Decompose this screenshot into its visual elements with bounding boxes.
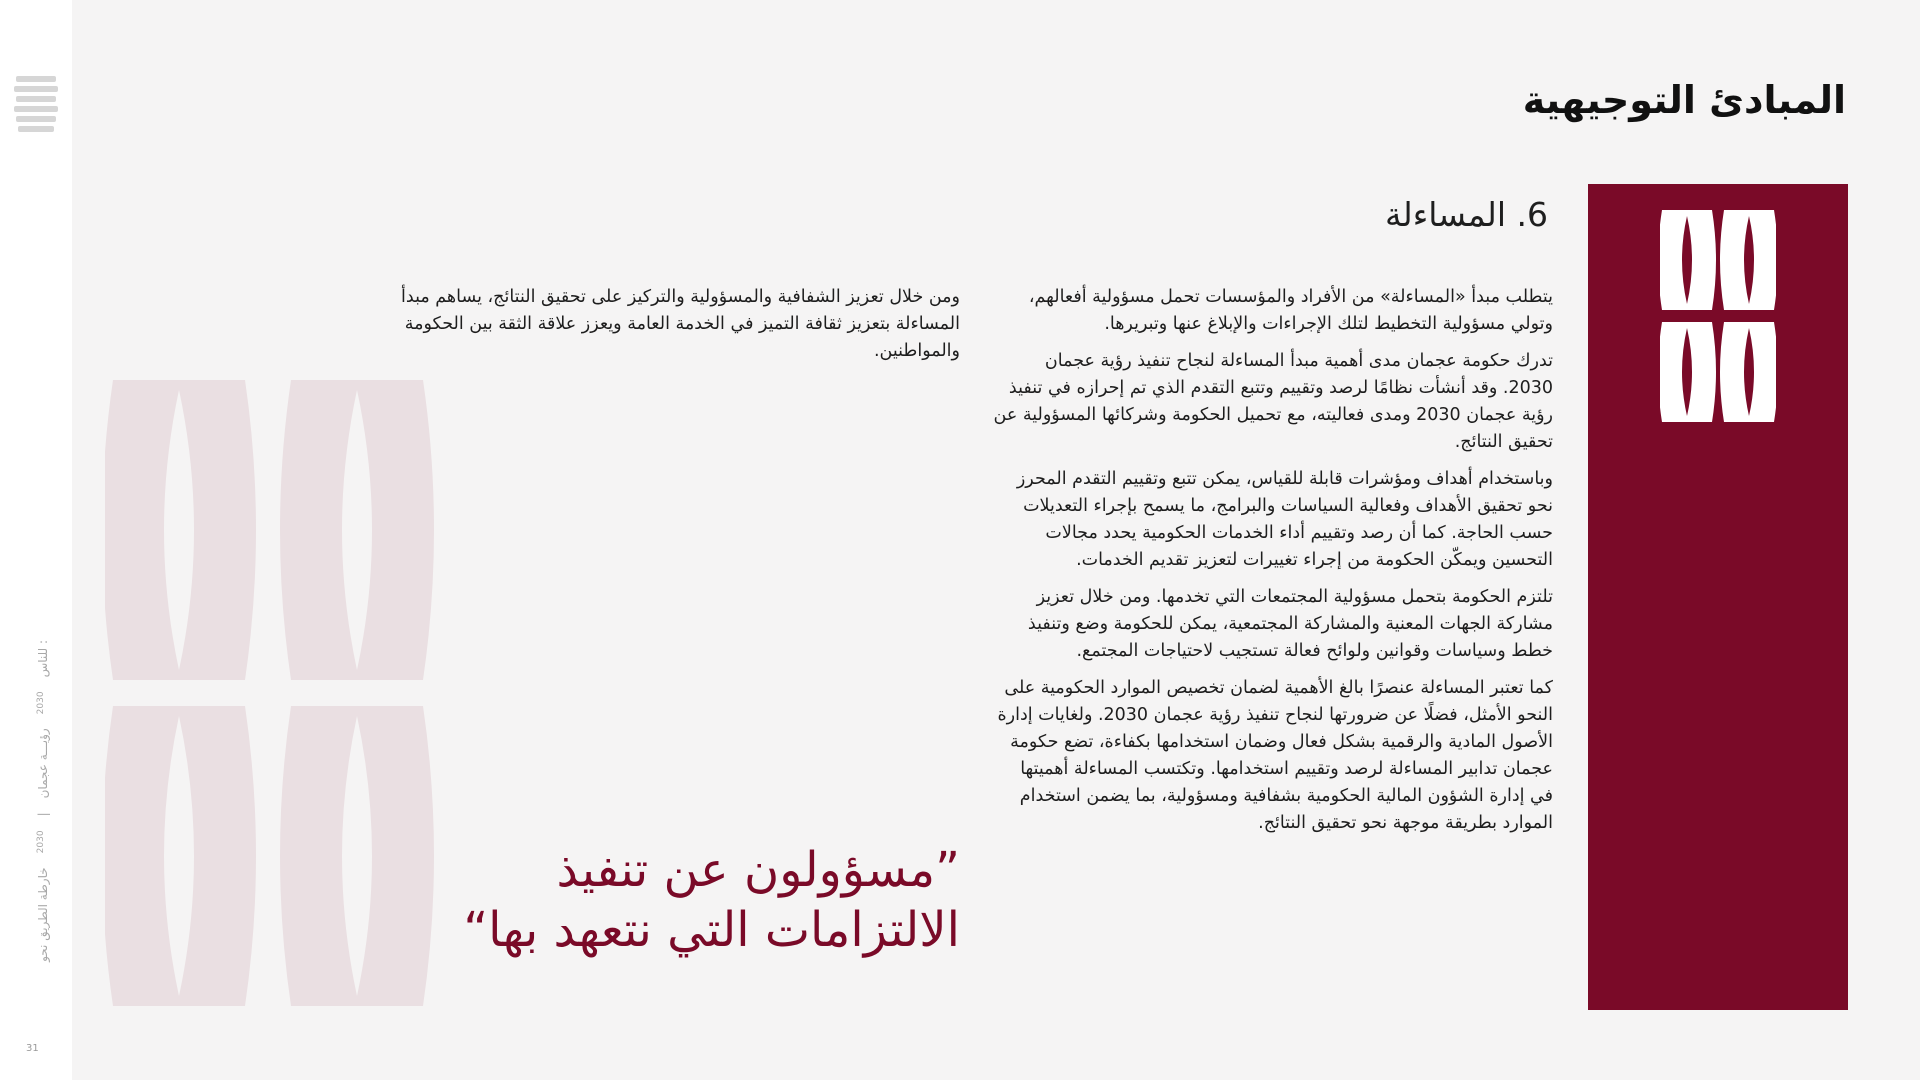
sidebar-text-part2: رؤيـــة عجمان (36, 728, 50, 799)
right-text-column (993, 284, 1553, 847)
paragraph: وباستخدام أهداف ومؤشرات قابلة للقياس، يمكن تتبع وتقييم التقدم المحرز نحو تحقيق الأهداف وفعالية السياسات والبرامج، ما يسمح بإجراء التعديلات حسب الحاجة. كما أن رصد وتقييم أداء الخدمات الحكومية يحدد مجالات التحسين ويمكّن الحكومة من إجراء تغييرات لتعزيز تقديم الخدمات. (1016, 469, 1553, 570)
left-text-column (400, 284, 960, 365)
sidebar-text-year2: 2030 (36, 691, 46, 715)
paragraph: تلتزم الحكومة بتحمل مسؤولية المجتمعات التي تخدمها. ومن خلال تعزيز مشاركة الجهات المعنية والمشاركة المجتمعية، يمكن للحكومة وضع وتنفيذ خطط وسياسات وقوانين ولوائح فعالة تستجيب لاحتياجات المجتمع. (1027, 587, 1553, 661)
lens-pattern-icon (1660, 210, 1776, 422)
sidebar-text-part3: : للناس (36, 640, 50, 678)
paragraph: كما تعتبر المساءلة عنصرًا بالغ الأهمية لضمان تخصيص الموارد الحكومية على النحو الأمثل، فضلًا عن ضرورتها لنجاح تنفيذ رؤية عجمان 2030. ولغايات إدارة الأصول المادية والرقمية بشكل فعال وضمان استخدامها بكفاءة، تضع حكومة عجمان تدابير المساءلة لرصد وتقييم استخدامها. وتكتسب المساءلة أهميتها في إدارة الشؤون المالية الحكومية بشفافية ومسؤولية، بما يضمن استخدام الموارد بطريقة موجهة نحو تحقيق النتائج. (997, 678, 1553, 833)
section-title: 6. المساءلة (1384, 195, 1548, 234)
sidebar-text-separator: | (36, 812, 50, 817)
sidebar-text-part1: خارطة الطريق نحو (36, 867, 50, 962)
ajman-logo-icon (14, 72, 58, 138)
lens-pattern-watermark (105, 380, 435, 1010)
sidebar (0, 0, 72, 1080)
paragraph: تدرك حكومة عجمان مدى أهمية مبدأ المساءلة لنجاح تنفيذ رؤية عجمان 2030. وقد أنشأت نظامًا لرصد وتقييم وتتبع التقدم الذي تم إحرازه في تنفيذ رؤية عجمان 2030 ومدى فعاليته، مع تحميل الحكومة وشركائها المسؤولية عن تحقيق النتائج. (993, 351, 1553, 452)
page-number: 31 (26, 1043, 39, 1054)
accent-panel (1588, 184, 1848, 1010)
page-title: المبادئ التوجيهية (1522, 78, 1846, 122)
sidebar-text-year1: 2030 (36, 830, 46, 854)
paragraph: يتطلب مبدأ «المساءلة» من الأفراد والمؤسسات تحمل مسؤولية أفعالهم، وتولي مسؤولية التخطيط لتلك الإجراءات والإبلاغ عنها وتبريرها. (1028, 287, 1553, 334)
pull-quote: ”مسؤولون عن تنفيذ الالتزامات التي نتعهد بها“ (463, 842, 960, 958)
paragraph: ومن خلال تعزيز الشفافية والمسؤولية والتركيز على تحقيق النتائج، يساهم مبدأ المساءلة بتعزيز ثقافة التميز في الخدمة العامة ويعزز علاقة الثقة بين الحكومة والمواطنين. (401, 287, 960, 361)
